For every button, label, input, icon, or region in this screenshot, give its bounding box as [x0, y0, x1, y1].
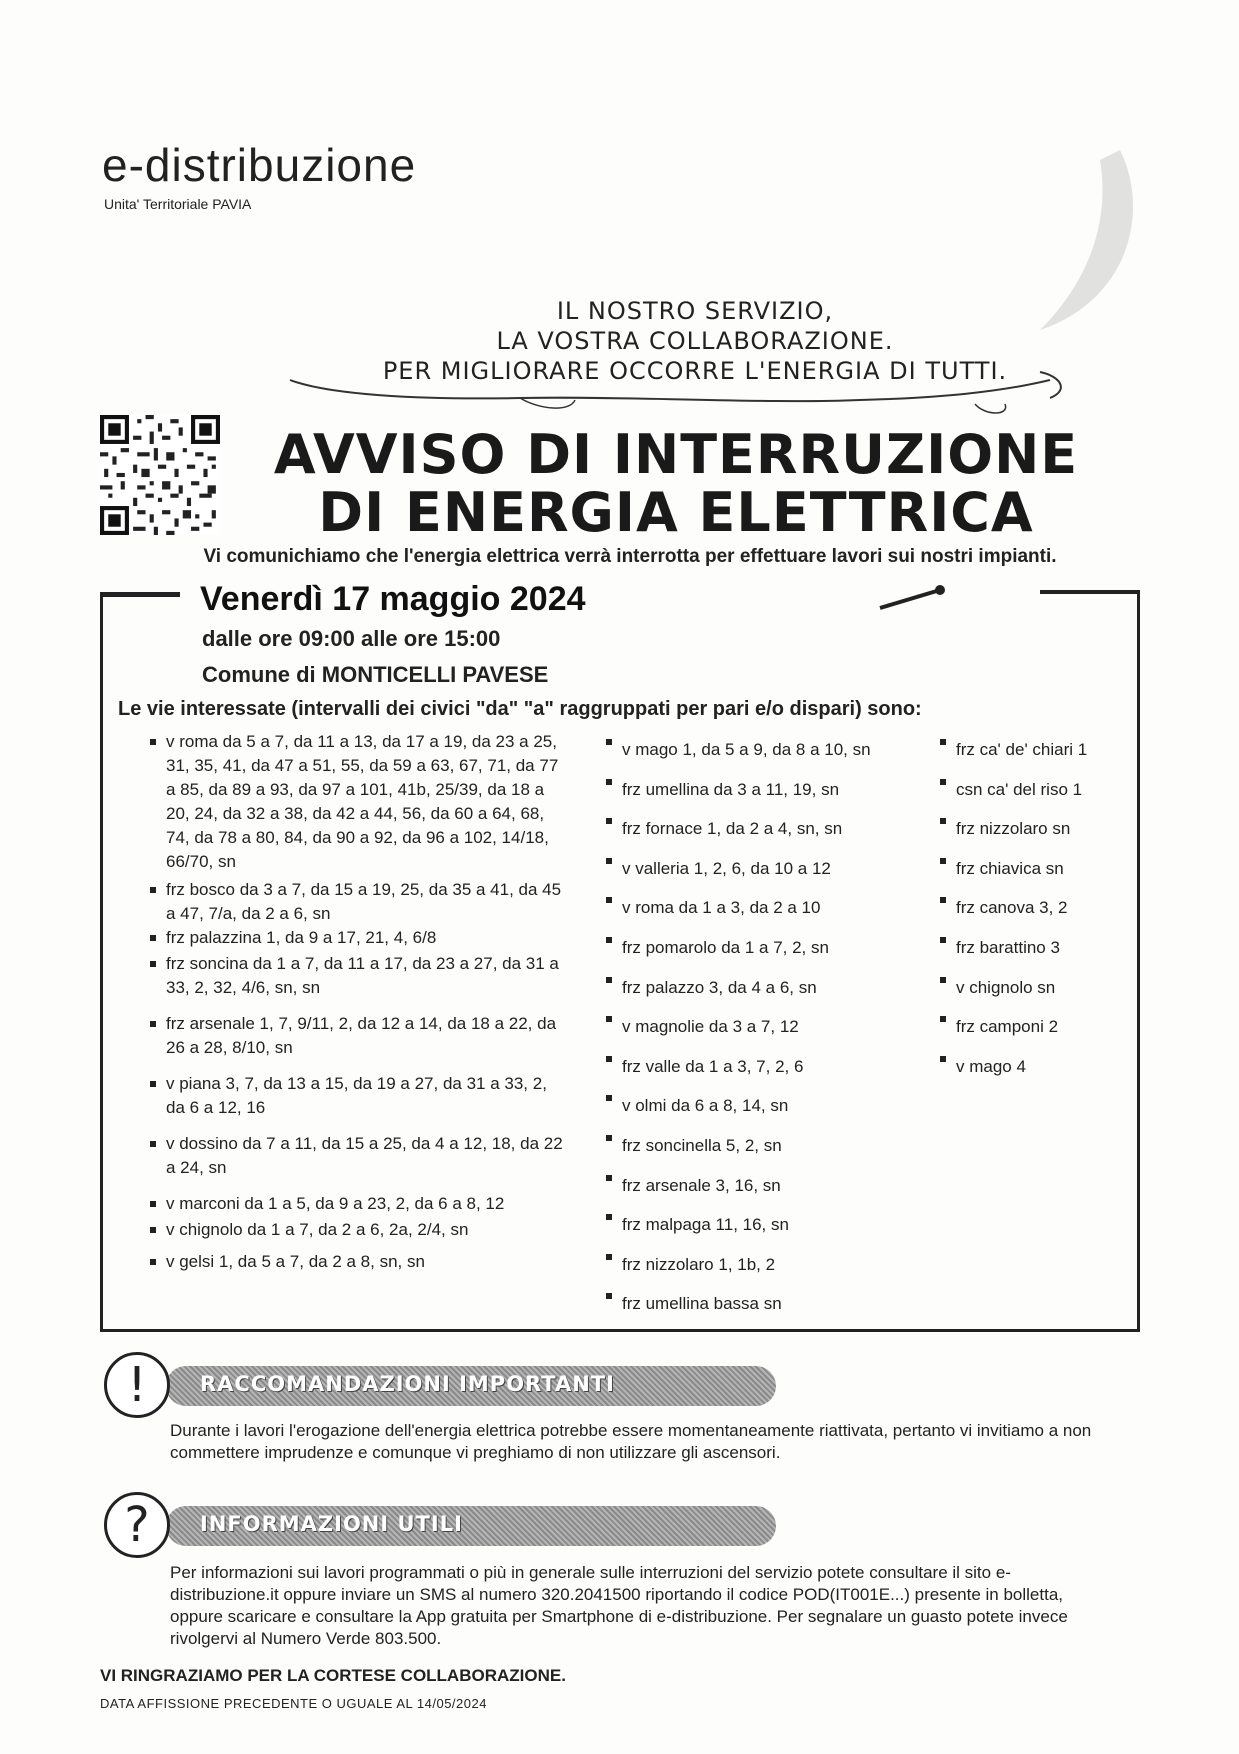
street-item: v roma da 1 a 3, da 2 a 10	[606, 888, 926, 928]
street-item: frz soncina da 1 a 7, da 11 a 17, da 23 a 27, da 31 a 33, 2, 32, 4/6, sn, sn	[150, 952, 570, 1000]
street-item: v marconi da 1 a 5, da 9 a 23, 2, da 6 a 8, 12	[150, 1192, 570, 1216]
street-item: frz barattino 3	[940, 928, 1130, 968]
title-line-2: DI ENERGIA ELETTRICA	[318, 481, 1034, 544]
street-item: frz pomarolo da 1 a 7, 2, sn	[606, 928, 926, 968]
street-item: frz soncinella 5, 2, sn	[606, 1126, 926, 1166]
street-item: v chignolo da 1 a 7, da 2 a 6, 2a, 2/4, sn	[150, 1218, 570, 1242]
street-item: frz fornace 1, da 2 a 4, sn, sn	[606, 809, 926, 849]
streets-column-1	[150, 730, 570, 1274]
thanks-text: VI RINGRAZIAMO PER LA CORTESE COLLABORAZIONE.	[100, 1666, 566, 1685]
affix-date: DATA AFFISSIONE PRECEDENTE O UGUALE AL 14/05/2024	[100, 1696, 487, 1711]
street-item: frz palazzina 1, da 9 a 17, 21, 4, 6/8	[150, 926, 570, 950]
street-item: frz palazzo 3, da 4 a 6, sn	[606, 968, 926, 1008]
box-top-right-line	[1040, 590, 1140, 594]
street-item: v gelsi 1, da 5 a 7, da 2 a 8, sn, sn	[150, 1250, 570, 1274]
street-item: v olmi da 6 a 8, 14, sn	[606, 1086, 926, 1126]
question-icon: ?	[104, 1492, 170, 1558]
street-item: frz bosco da 3 a 7, da 15 a 19, 25, da 35 a 41, da 45 a 47, 7/a, da 2 a 6, sn	[150, 878, 570, 926]
street-item: frz umellina da 3 a 11, 19, sn	[606, 770, 926, 810]
street-item: csn ca' del riso 1	[940, 770, 1130, 810]
street-item: v mago 1, da 5 a 9, da 8 a 10, sn	[606, 730, 926, 770]
street-item: frz arsenale 1, 7, 9/11, 2, da 12 a 14, da 18 a 22, da 26 a 28, 8/10, sn	[150, 1012, 570, 1060]
street-item: v dossino da 7 a 11, da 15 a 25, da 4 a 12, 18, da 22 a 24, sn	[150, 1132, 570, 1180]
recommendations-heading: RACCOMANDAZIONI IMPORTANTI	[200, 1372, 615, 1396]
recommendations-banner	[104, 1352, 764, 1413]
street-item: frz ca' de' chiari 1	[940, 730, 1130, 770]
street-item: frz camponi 2	[940, 1007, 1130, 1047]
interruption-hours: dalle ore 09:00 alle ore 15:00	[202, 626, 501, 651]
streets-lead: Le vie interessate (intervalli dei civici "da" "a" raggruppati per pari e/o dispari) sono:	[118, 698, 922, 720]
street-item: v roma da 5 a 7, da 11 a 13, da 17 a 19, da 23 a 25, 31, 35, 41, da 47 a 51, 55, da 59 a 63, 67, 71, da 77 a 85, da 89 a 93, da 97 a 101, 41b, 25/39, da 18 a 20, 24, da 32 a 38, da 42 a 44, 56, da 60 a 64, 68, 74, da 78 a 80, 84, da 90 a 92, da 96 a 102, 14/18, 66/70, sn	[150, 730, 570, 874]
street-item: frz chiavica sn	[940, 849, 1130, 889]
slogan-line-3: PER MIGLIORARE OCCORRE L'ENERGIA DI TUTTI.	[382, 357, 1008, 385]
title-line-1: AVVISO DI INTERRUZIONE	[273, 423, 1079, 486]
street-item: frz valle da 1 a 3, 7, 2, 6	[606, 1047, 926, 1087]
street-item: v piana 3, 7, da 13 a 15, da 19 a 27, da 31 a 33, 2, da 6 a 12, 16	[150, 1072, 570, 1120]
street-item: frz arsenale 3, 16, sn	[606, 1166, 926, 1206]
e-distribuzione-logo: e-distribuzione	[102, 139, 417, 191]
street-item: v mago 4	[940, 1047, 1130, 1087]
street-item: frz malpaga 11, 16, sn	[606, 1205, 926, 1245]
interruption-date: Venerdì 17 maggio 2024	[200, 580, 586, 618]
slogan	[280, 296, 1110, 386]
info-heading: INFORMAZIONI UTILI	[200, 1512, 463, 1536]
slogan-line-1: IL NOSTRO SERVIZIO,	[556, 297, 834, 325]
box-top-left-line	[100, 592, 180, 597]
slogan-line-2: LA VOSTRA COLLABORAZIONE.	[496, 327, 894, 355]
street-item: frz canova 3, 2	[940, 888, 1130, 928]
qr-code-icon[interactable]	[100, 415, 220, 535]
streets-column-3	[940, 730, 1130, 1086]
street-item: frz umellina bassa sn	[606, 1284, 926, 1324]
exclamation-icon: !	[104, 1352, 170, 1418]
street-item: v valleria 1, 2, 6, da 10 a 12	[606, 849, 926, 889]
info-banner	[104, 1492, 764, 1553]
territorial-unit: Unita' Territoriale PAVIA	[104, 196, 252, 212]
street-item: frz nizzolaro 1, 1b, 2	[606, 1245, 926, 1285]
streets-column-2	[606, 730, 926, 1324]
street-item: frz nizzolaro sn	[940, 809, 1130, 849]
street-item: v magnolie da 3 a 7, 12	[606, 1007, 926, 1047]
street-item: v chignolo sn	[940, 968, 1130, 1008]
info-text: Per informazioni sui lavori programmati o più in generale sulle interruzioni del servizio potete consultare il sito e-distribuzione.it oppure inviare un SMS al numero 320.2041500 riportando il codice POD(IT001E...) presente in bolletta, oppure scaricare e consultare la App gratuita per Smartphone di e-distribuzione. Per segnalare un guasto potete invece rivolgervi al Numero Verde 803.500.	[170, 1563, 1068, 1648]
recommendations-text: Durante i lavori l'erogazione dell'energia elettrica potrebbe essere momentaneamente riattivata, pertanto vi invitiamo a non commettere imprudenze e comunque vi preghiamo di non utilizzare gli ascensori.	[170, 1421, 1092, 1462]
page-title	[236, 423, 1116, 544]
intro-text: Vi comunichiamo che l'energia elettrica verrà interrotta per effettuare lavori sui nostri impianti.	[203, 546, 1057, 567]
municipality: Comune di MONTICELLI PAVESE	[202, 662, 549, 687]
